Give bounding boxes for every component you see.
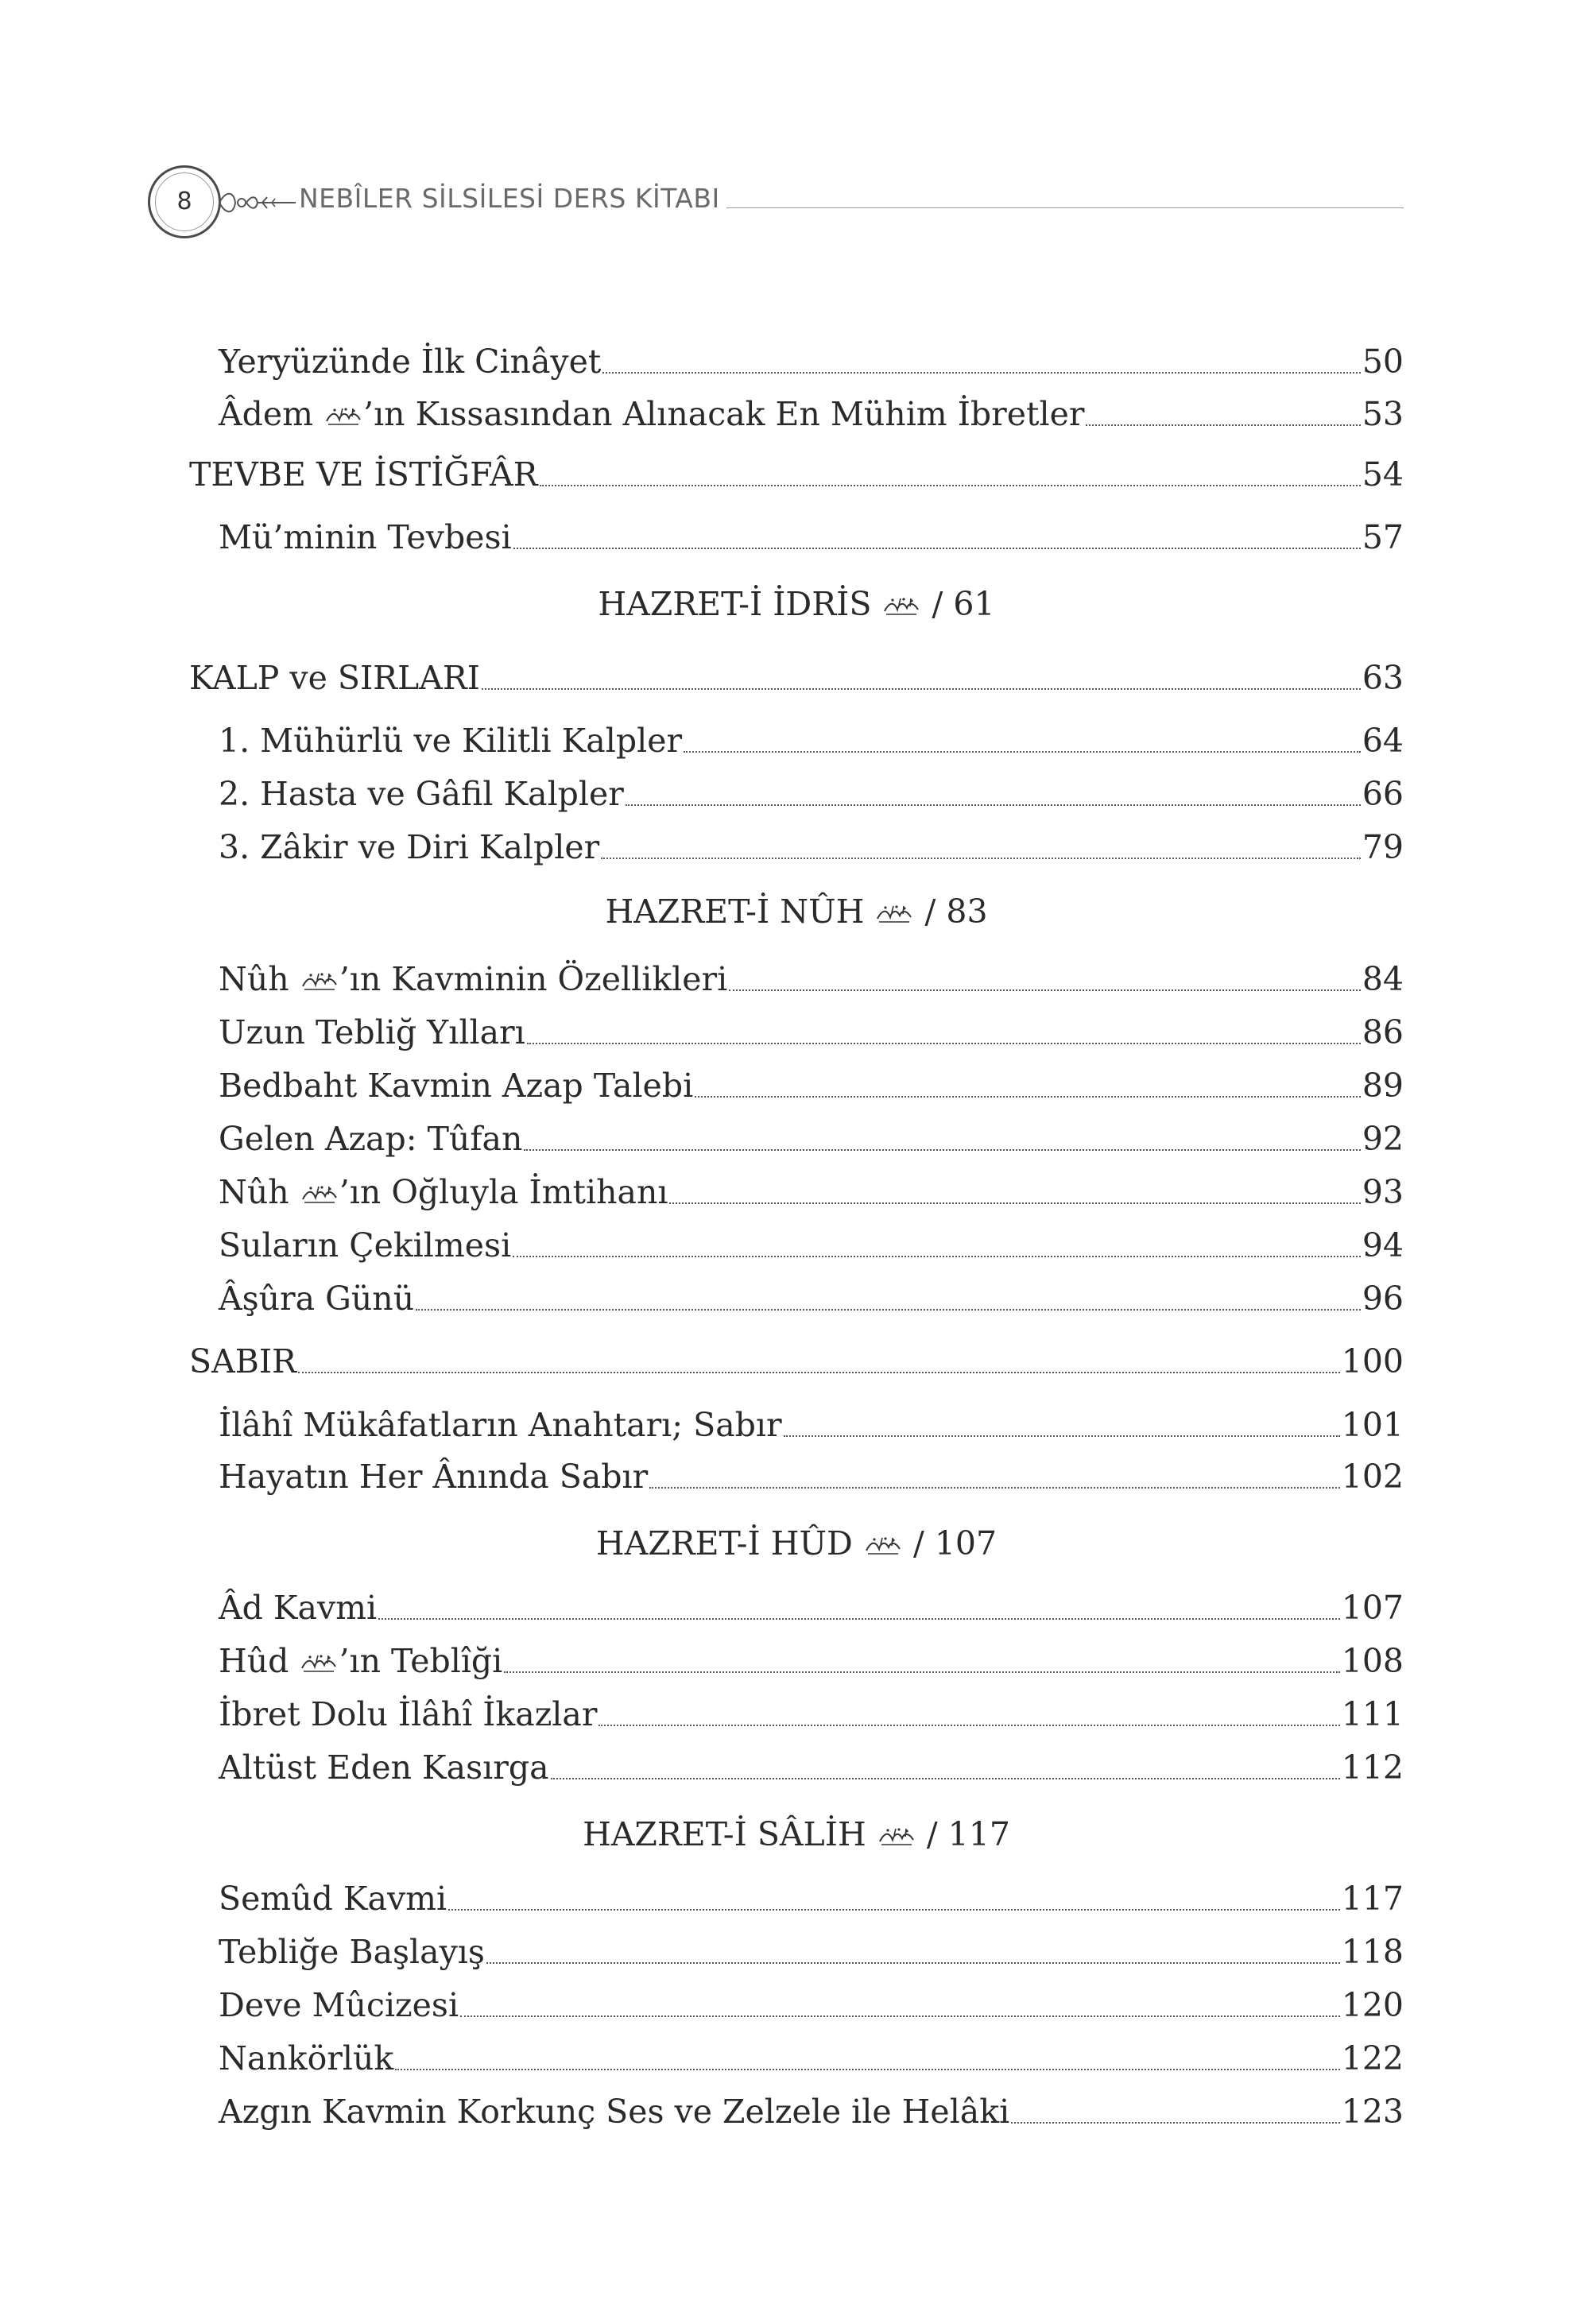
toc-page-number: 86: [1362, 1013, 1404, 1051]
toc-entry-title-part: İlâhî Mükâfatların Anahtarı; Sabır: [219, 1406, 782, 1444]
toc-entry-title: [189, 455, 538, 494]
toc-entry-title: [219, 828, 600, 866]
dot-leader: [1011, 2122, 1340, 2124]
dot-leader: [482, 688, 1361, 690]
toc-entry[interactable]: [219, 506, 1404, 554]
dot-leader: [448, 1909, 1340, 1911]
chapter-page-number: / 61: [932, 585, 995, 623]
toc-entry-title: [219, 1120, 523, 1158]
chapter-page-number: / 107: [912, 1524, 998, 1562]
page-header: [148, 165, 1404, 245]
toc-page-number: 120: [1341, 1986, 1404, 2024]
toc-entry-title-part: Hayatın Her Ânında Sabır: [219, 1458, 649, 1496]
toc-entry-title-part: TEVBE VE İSTİĞFÂR: [189, 455, 538, 494]
toc-entry-title: [219, 1458, 649, 1496]
dot-leader: [513, 1256, 1361, 1257]
toc-entry-title-part: KALP ve SIRLARI: [189, 659, 480, 697]
toc-entry[interactable]: [219, 1630, 1404, 1678]
chapter-name: HAZRET-İ İDRİS: [598, 585, 872, 623]
toc-entry-title-part: Tebliğe Başlayış: [219, 1933, 485, 1971]
dot-leader: [626, 804, 1361, 806]
toc-page-number: 96: [1362, 1280, 1404, 1318]
toc-entry[interactable]: [219, 1737, 1404, 1787]
toc-entry-title: [219, 1589, 378, 1627]
dot-leader: [527, 1043, 1361, 1044]
toc-entry-title: [219, 775, 624, 813]
toc-entry-title-part: ’ın Kavminin Özellikleri: [339, 960, 728, 998]
dot-leader: [551, 1778, 1340, 1779]
toc-entry-title: [189, 1342, 296, 1380]
toc-entry-title: [219, 1695, 598, 1733]
dot-leader: [649, 1487, 1340, 1489]
toc-page-number: 112: [1341, 1748, 1404, 1787]
toc-entry-title-part: 3. Zâkir ve Diri Kalpler: [219, 828, 600, 866]
toc-entry-title-part: Altüst Eden Kasırga: [219, 1748, 549, 1787]
toc-entry[interactable]: [219, 1683, 1404, 1731]
header-rule: [726, 207, 1404, 208]
dot-leader: [395, 2069, 1340, 2070]
toc-entry-title: [219, 1173, 668, 1211]
toc-section-entry[interactable]: [189, 443, 1404, 494]
page-number: 8: [176, 188, 192, 215]
toc-chapter-heading[interactable]: [189, 1815, 1404, 1853]
honorific-icon: [325, 407, 362, 428]
toc-entry-title: [219, 1226, 512, 1264]
toc-entry[interactable]: [219, 1268, 1404, 1318]
toc-page-number: 79: [1362, 828, 1404, 866]
toc-page-number: 57: [1362, 518, 1404, 556]
honorific-icon: [883, 597, 920, 618]
toc-entry[interactable]: [219, 383, 1404, 431]
toc-entry-title-part: ’ın Oğluyla İmtihanı: [339, 1173, 668, 1211]
toc-entry[interactable]: [219, 1974, 1404, 2022]
dot-leader: [524, 1149, 1360, 1151]
toc-entry-title-part: SABIR: [189, 1342, 296, 1380]
toc-page-number: 117: [1341, 1880, 1404, 1918]
toc-page-number: 102: [1341, 1458, 1404, 1496]
toc-entry-title: [219, 518, 512, 556]
honorific-icon: [301, 1185, 338, 1206]
toc-page-number: 66: [1362, 775, 1404, 813]
toc-entry-title: [219, 1013, 525, 1051]
toc-entry-title: [219, 1748, 549, 1787]
toc-section-entry[interactable]: [189, 1330, 1404, 1378]
toc-entry[interactable]: [219, 1108, 1404, 1156]
dot-leader: [598, 1725, 1339, 1726]
dot-leader: [684, 751, 1361, 753]
toc-entry-title-part: Nûh: [219, 960, 300, 998]
toc-entry-title-part: Yeryüzünde İlk Cinâyet: [219, 343, 602, 381]
toc-page-number: 89: [1362, 1067, 1404, 1105]
toc-entry[interactable]: [219, 710, 1404, 760]
toc-entry-title-part: Âd Kavmi: [219, 1589, 378, 1627]
chapter-name: HAZRET-İ HÛD: [595, 1524, 853, 1562]
toc-page-number: 123: [1341, 2093, 1404, 2131]
toc-entry[interactable]: [219, 1394, 1404, 1442]
dot-leader: [540, 485, 1361, 486]
toc-page-number: 84: [1362, 960, 1404, 998]
toc-entry[interactable]: [219, 1214, 1404, 1262]
toc-entry[interactable]: [219, 331, 1404, 381]
toc-entry-title-part: Âdem: [219, 395, 324, 433]
toc-chapter-heading[interactable]: [189, 585, 1404, 623]
toc-page-number: 64: [1362, 722, 1404, 760]
toc-entry-title: [219, 343, 602, 381]
chapter-name: HAZRET-İ NÛH: [605, 893, 865, 931]
toc-entry-title: [219, 1067, 694, 1105]
toc-entry-title-part: Semûd Kavmi: [219, 1880, 447, 1918]
toc-entry-title-part: Nankörlük: [219, 2039, 394, 2077]
toc-entry-title: [219, 2093, 1010, 2131]
dot-leader: [695, 1096, 1361, 1098]
toc-entry-title-part: 2. Hasta ve Gâfil Kalpler: [219, 775, 624, 813]
honorific-icon: [876, 904, 912, 925]
toc-entry-title-part: 1. Mühürlü ve Kilitli Kalpler: [219, 722, 683, 760]
toc-entry[interactable]: [219, 1161, 1404, 1209]
toc-entry[interactable]: [219, 1868, 1404, 1918]
toc-page-number: 107: [1341, 1589, 1404, 1627]
toc-entry-title-part: Suların Çekilmesi: [219, 1226, 512, 1264]
toc-entry-title: [219, 1406, 782, 1444]
chapter-name: HAZRET-İ SÂLİH: [583, 1815, 866, 1853]
toc-entry[interactable]: [219, 1577, 1404, 1627]
toc-entry-title-part: Uzun Tebliğ Yılları: [219, 1013, 525, 1051]
dot-leader: [298, 1372, 1340, 1373]
dot-leader: [1086, 424, 1360, 426]
toc-page-number: 122: [1341, 2039, 1404, 2077]
toc-page-number: 50: [1362, 343, 1404, 381]
toc-page-number: 101: [1341, 1406, 1404, 1444]
dot-leader: [601, 858, 1361, 859]
chapter-page-number: / 83: [924, 893, 988, 931]
toc-entry-title-part: Gelen Azap: Tûfan: [219, 1120, 523, 1158]
toc-page-number: 94: [1362, 1226, 1404, 1264]
toc-page-number: 100: [1341, 1342, 1404, 1380]
toc-entry-title-part: ’ın Kıssasından Alınacak En Mühim İbretler: [363, 395, 1085, 433]
toc-entry-title-part: Azgın Kavmin Korkunç Ses ve Zelzele ile Helâki: [219, 2093, 1010, 2131]
honorific-icon: [878, 1827, 915, 1848]
toc-entry-title-part: İbret Dolu İlâhî İkazlar: [219, 1695, 598, 1733]
toc-entry-title: [219, 1986, 459, 2024]
toc-entry-title-part: Nûh: [219, 1173, 300, 1211]
toc-entry[interactable]: [219, 1001, 1404, 1049]
toc-entry-title-part: Âşûra Günü: [219, 1280, 415, 1318]
toc-page-number: 92: [1362, 1120, 1404, 1158]
toc-entry[interactable]: [219, 816, 1404, 864]
toc-entry-title-part: Hûd: [219, 1642, 300, 1680]
toc-entry-title-part: Mü’minin Tevbesi: [219, 518, 512, 556]
dot-leader: [504, 1671, 1339, 1673]
toc-chapter-heading[interactable]: [189, 1524, 1404, 1562]
toc-page-number: 118: [1341, 1933, 1404, 1971]
toc-entry[interactable]: [219, 1446, 1404, 1496]
toc-entry[interactable]: [219, 1921, 1404, 1969]
toc-page-number: 93: [1362, 1173, 1404, 1211]
honorific-icon: [300, 1654, 337, 1675]
dot-leader: [378, 1618, 1340, 1620]
toc-entry[interactable]: [219, 2081, 1404, 2131]
toc-entry-title-part: Deve Mûcizesi: [219, 1986, 459, 2024]
toc-entry-title-part: Bedbaht Kavmin Azap Talebi: [219, 1067, 694, 1105]
toc-page-number: 54: [1362, 455, 1404, 494]
dot-leader: [513, 548, 1361, 549]
toc-page-number: 53: [1362, 395, 1404, 433]
toc-entry-title: [189, 659, 480, 697]
toc-section-entry[interactable]: [189, 647, 1404, 695]
toc-entry-title-part: ’ın Teblîği: [339, 1642, 503, 1680]
toc-chapter-heading[interactable]: [189, 893, 1404, 931]
ornament-icon: [218, 183, 297, 223]
honorific-icon: [865, 1536, 901, 1557]
toc-page-number: 108: [1341, 1642, 1404, 1680]
dot-leader: [729, 989, 1361, 991]
chapter-page-number: / 117: [926, 1815, 1010, 1853]
toc-entry[interactable]: [219, 2027, 1404, 2075]
toc-entry-title: [219, 1880, 447, 1918]
toc-entry[interactable]: [219, 948, 1404, 996]
toc-entry-title: [219, 722, 683, 760]
toc-entry-title: [219, 1642, 503, 1680]
toc-entry-title: [219, 395, 1085, 433]
running-title: NEBÎLER SİLSİLESİ DERS KİTABI: [299, 183, 720, 214]
honorific-icon: [301, 972, 338, 993]
dot-leader: [416, 1309, 1361, 1311]
toc-entry[interactable]: [219, 1055, 1404, 1105]
toc-page-number: 111: [1341, 1695, 1404, 1733]
dot-leader: [669, 1202, 1360, 1204]
dot-leader: [784, 1435, 1340, 1437]
toc-page-number: 63: [1362, 659, 1404, 697]
toc-entry-title: [219, 1280, 415, 1318]
dot-leader: [486, 1962, 1340, 1964]
toc-entry-title: [219, 1933, 485, 1971]
toc-entry-title: [219, 960, 728, 998]
toc-entry-title: [219, 2039, 394, 2077]
toc-entry[interactable]: [219, 763, 1404, 811]
dot-leader: [602, 372, 1361, 374]
dot-leader: [460, 2015, 1340, 2017]
